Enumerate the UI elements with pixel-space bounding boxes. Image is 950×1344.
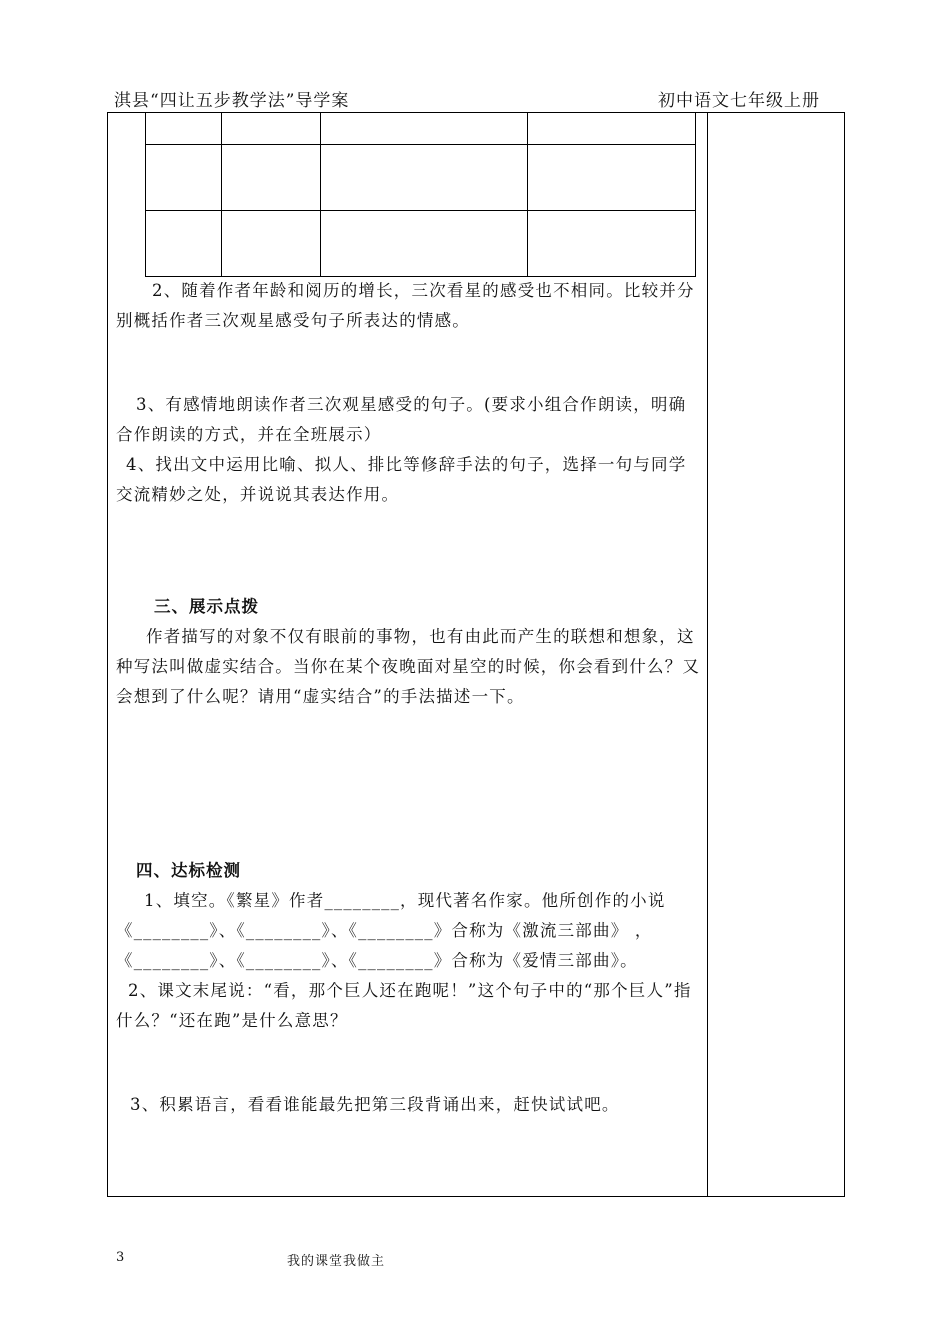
header-title: 淇县“四让五步教学法”导学案	[114, 91, 350, 111]
question-2: 2、随着作者年龄和阅历的增长，三次看星的感受也不相同。比较并分别概括作者三次观星感受句子所表达的情感。	[116, 281, 695, 330]
page-number: 3	[116, 1250, 125, 1265]
footer-motto: 我的课堂我做主	[287, 1254, 386, 1269]
table-cell	[222, 145, 321, 211]
table-cell	[146, 145, 222, 211]
table-row	[146, 211, 696, 277]
question-4: 4、找出文中运用比喻、拟人、排比等修辞手法的句子，选择一句与同学交流精妙之处，并说说其表达作用。	[116, 455, 687, 504]
answer-table	[145, 112, 696, 277]
table-cell	[146, 211, 222, 277]
fill-in-question: 1、填空。《繁星》作者________，现代著名作家。他所创作的小说《________》、《________》、《________》合称为《激流三部曲》 ，《________》、《________》、《________》合称为《爱情三部曲》。	[116, 891, 666, 970]
check-question-2: 2、课文末尾说：“看，那个巨人还在跑呢！”这个句子中的“那个巨人”指什么？“还在跑”是什么意思？	[116, 981, 692, 1030]
table-cell	[222, 112, 321, 145]
table-cell	[321, 112, 528, 145]
table-cell	[528, 211, 696, 277]
check-question-3: 3、积累语言，看看谁能最先把第三段背诵出来，赶快试试吧。	[130, 1095, 620, 1114]
table-cell	[321, 145, 528, 211]
table-row	[146, 145, 696, 211]
table-cell	[222, 211, 321, 277]
question-3: 3、有感情地朗读作者三次观星感受的句子。(要求小组合作朗读，明确合作朗读的方式，并在全班展示）	[116, 395, 687, 444]
table-cell	[528, 112, 696, 145]
table-row	[146, 112, 696, 145]
main-content	[116, 276, 701, 1120]
header-subject: 初中语文七年级上册	[658, 91, 820, 111]
table-cell	[528, 145, 696, 211]
table-cell	[321, 211, 528, 277]
section-3-body: 作者描写的对象不仅有眼前的事物，也有由此而产生的联想和想象，这种写法叫做虚实结合。当你在某个夜晚面对星空的时候，你会看到什么？又会想到了什么呢？请用“虚实结合”的手法描述一下。	[116, 627, 701, 706]
section-4-heading: 四、达标检测	[136, 861, 241, 880]
column-divider	[707, 112, 708, 1197]
table-cell	[146, 112, 222, 145]
section-3-heading: 三、展示点拨	[154, 597, 259, 616]
